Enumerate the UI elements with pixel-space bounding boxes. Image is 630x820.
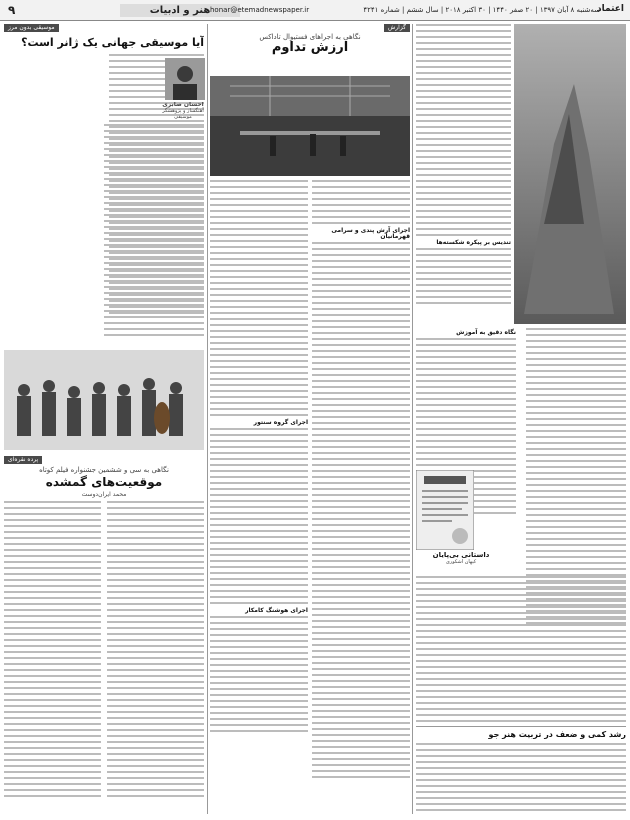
middle-subhead-1: اجرای آرش پندی و سرامی قهرمانیان [331, 227, 410, 240]
right-top-text [416, 24, 511, 324]
newspaper-logo: اعتماد [597, 4, 624, 14]
caption-note: کیهان اشکوری [445, 559, 477, 565]
middle-body-col-left [210, 180, 308, 736]
page-number: ۹ [8, 3, 16, 17]
column-divider [207, 24, 208, 814]
middle-body [210, 180, 410, 814]
left-body-text-2 [104, 124, 204, 344]
concert-photo [210, 76, 410, 176]
page-header [0, 0, 630, 21]
bottom-right-article [416, 730, 626, 816]
bottom-left-body-text-2 [4, 501, 101, 801]
date-line: سه‌شنبه ۸ آبان ۱۳۹۷ | ۲۰ صفر ۱۴۴۰ | ۳۰ اکتبر ۲۰۱۸ | سال ششم | شماره ۴۲۴۱ [363, 6, 600, 14]
bottom-left-article [4, 456, 204, 816]
column-divider [412, 24, 413, 814]
middle-body-col-right [312, 180, 410, 782]
document-image [416, 470, 474, 550]
bottom-left-author: محمد ایران‌دوست [81, 491, 127, 498]
middle-subhead-3: اجرای هوشنگ کامکار [245, 607, 308, 614]
middle-subtitle: نگاهی به اجراهای فستیوال تاداکس [259, 33, 361, 41]
right-lower-body [416, 576, 626, 726]
section-divider [416, 726, 626, 727]
left-kicker: موسیقی بدون مرز [4, 24, 59, 32]
middle-article-header [210, 24, 410, 74]
middle-kicker: گزارش [384, 24, 410, 32]
right-subhead-2: نگاه دقیق به آموزش [456, 329, 516, 336]
bottom-left-kicker: پرده نقره‌ای [4, 456, 42, 464]
left-author-name: احسان صابری [162, 102, 204, 108]
musicians-photo [4, 350, 204, 450]
bottom-left-headline: موقعیت‌های گمشده [45, 475, 163, 489]
right-top-body [416, 24, 511, 304]
bottom-left-subtitle: نگاهی به سی و ششمین جشنواره فیلم کوتاه [39, 466, 169, 474]
sculpture-photo [514, 24, 626, 324]
bottom-right-headline: رشد کمی و ضعف در تربیت هنر جو [488, 730, 626, 739]
author-portrait [165, 58, 205, 100]
image-caption [416, 552, 506, 572]
section-email[interactable]: honar@etemadnewspaper.ir [210, 6, 310, 14]
middle-headline: ارزش تداوم [271, 40, 349, 55]
right-subhead-1: تندیس بر پیکره شکسته‌ها [436, 239, 511, 246]
bottom-left-body-text [107, 501, 204, 801]
middle-subhead-2: اجرای گروه سنتور [253, 419, 308, 426]
section-title: هنر و ادبیات [120, 4, 240, 17]
caption-title: داستانی بی‌پایان [432, 552, 490, 559]
left-author-note: آهنگساز و پژوهشگر موسیقی [162, 108, 204, 120]
bottom-right-body [416, 743, 626, 811]
left-author-box [158, 102, 208, 122]
left-headline: آیا موسیقی جهانی یک ژانر است؟ [21, 36, 204, 49]
